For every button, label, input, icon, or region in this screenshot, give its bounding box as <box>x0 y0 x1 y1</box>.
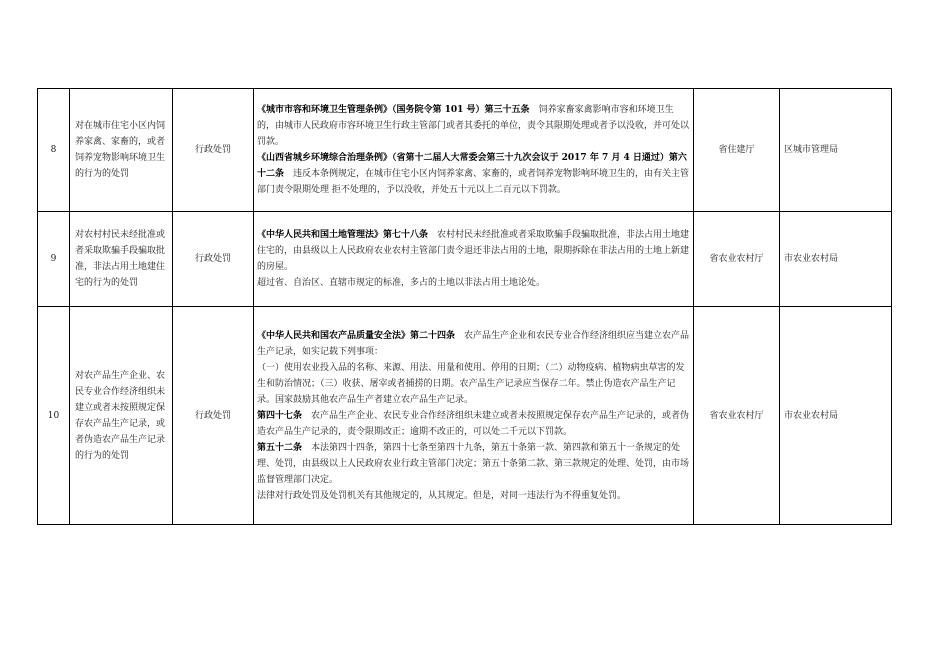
law-table <box>37 88 892 525</box>
basis-paragraph <box>257 408 690 440</box>
law-article: 《城市市容和环境卫生管理条例》（国务院令第 101 号）第三十五条 <box>257 105 530 115</box>
law-text: 农产品生产企业和农民专业合作经济组织应当建立农产品生产记录，如实记载下列事项： <box>257 330 690 357</box>
law-article: 第五十二条 <box>257 442 303 453</box>
basis-paragraph <box>257 360 690 408</box>
law-text: 违反本条例规定，在城市住宅小区内饲养家禽、家畜的，或者饲养宠物影响环境卫生的，由有关主管部门责令限期处理 拒不处理的，予以没收，并处五十元以上二百元以下罚款。 <box>257 169 690 195</box>
item-type: 行政处罚 <box>173 307 254 525</box>
law-text: 超过省、自治区、直辖市规定的标准，多占的土地以非法占用土地论处。 <box>257 278 546 288</box>
city-dept: 市农业农村局 <box>780 212 892 307</box>
law-article: 第四十七条 <box>257 410 303 421</box>
law-text: 农产品生产企业、农民专业合作经济组织未建立或者未按照规定保存农产品生产记录的，或者伪造农产品生产记录的，责令限期改正；逾期不改正的，可以处二千元以下罚款。 <box>257 410 690 437</box>
table-row <box>38 89 892 212</box>
law-text: 本法第四十四条，第四十七条至第四十九条，第五十条第一款、第四款和第五十一条规定的处理、处罚，由县级以上人民政府农业行政主管部门决定；第五十条第二款、第三款规定的处理、处罚，由市场监督管理部门决定。 <box>257 442 690 485</box>
row-number: 9 <box>38 212 70 307</box>
law-article: 《中华人民共和国农产品质量安全法》第二十四条 <box>257 330 456 341</box>
city-dept: 市农业农村局 <box>780 307 892 525</box>
province-dept: 省农业农村厅 <box>694 212 780 307</box>
province-dept: 省住建厅 <box>694 89 780 212</box>
legal-basis <box>254 307 694 525</box>
law-text: 法律对行政处罚及处罚机关有其他规定的，从其规定。但是，对同一违法行为不得重复处罚。 <box>257 490 627 501</box>
city-dept: 区城市管理局 <box>780 89 892 212</box>
law-text: （一）使用农业投入品的名称、来源、用法、用量和使用、停用的日期；（二）动物疫病、植物病虫草害的发生和防治情况；（三）收获、屠宰或者捕捞的日期。农产品生产记录应当保存二年。禁止伪造农产品生产记录。国家鼓励其他农产品生产者建立农产品生产记录。 <box>257 362 685 405</box>
item-name: 对农产品生产企业、农民专业合作经济组织未建立或者未按照规定保存农产品生产记录，或者伪造农产品生产记录的行为的处罚 <box>70 307 173 525</box>
legal-basis <box>254 212 694 307</box>
law-article: 《山西省城乡环境综合治理条例》（省第十二届人大常委会第三十九次会议于 2017 年 7 月 4 日通过）第六十二条 <box>257 153 687 179</box>
basis-paragraph <box>257 150 690 198</box>
item-name: 对在城市住宅小区内饲养家禽、家畜的，或者饲养宠物影响环境卫生的行为的处罚 <box>70 89 173 212</box>
law-text: 饲养家畜家禽影响市容和环境卫生的，由城市人民政府市容环境卫生行政主管部门或者其委托的单位，责令其限期处理或者予以没收，并可处以罚款。 <box>257 105 690 147</box>
basis-paragraph <box>257 488 690 504</box>
table-row <box>38 307 892 525</box>
basis-paragraph <box>257 227 690 275</box>
basis-paragraph <box>257 275 690 291</box>
province-dept: 省农业农村厅 <box>694 307 780 525</box>
basis-paragraph <box>257 328 690 360</box>
table-row <box>38 212 892 307</box>
law-text: 农村村民未经批准或者采取欺骗手段骗取批准，非法占用土地建住宅的，由县级以上人民政府农业农村主管部门责令退还非法占用的土地，限期拆除在非法占用的土地上新建的房屋。 <box>257 230 690 272</box>
item-name: 对农村村民未经批准或者采取欺骗手段骗取批准，非法占用土地建住宅的行为的处罚 <box>70 212 173 307</box>
item-type: 行政处罚 <box>173 212 254 307</box>
law-article: 《中华人民共和国土地管理法》第七十八条 <box>257 230 429 240</box>
basis-paragraph <box>257 440 690 488</box>
basis-paragraph <box>257 102 690 150</box>
row-number: 10 <box>38 307 70 525</box>
row-number: 8 <box>38 89 70 212</box>
item-type: 行政处罚 <box>173 89 254 212</box>
legal-basis <box>254 89 694 212</box>
